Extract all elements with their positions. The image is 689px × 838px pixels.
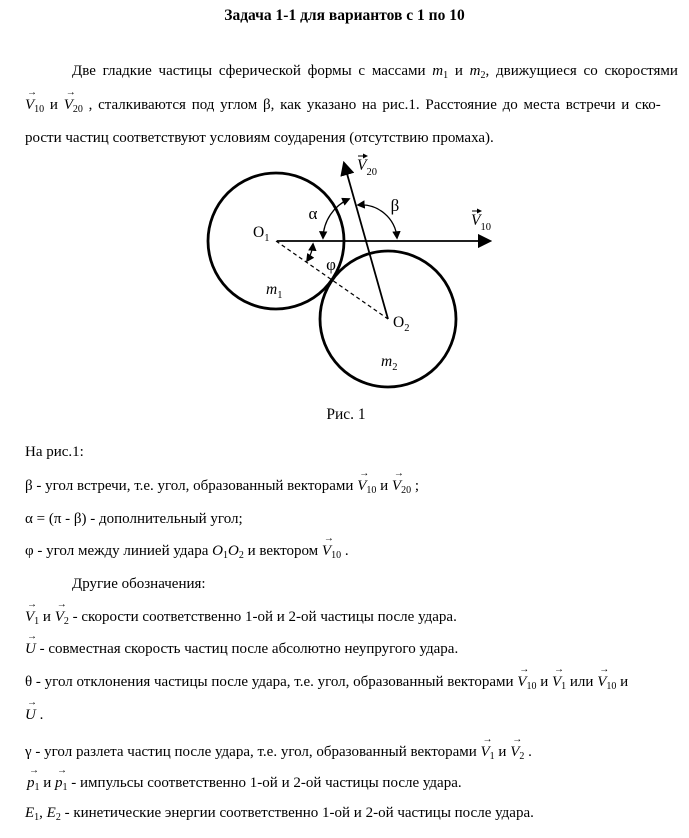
definition-na-ris: На рис.1: — [25, 444, 84, 460]
paragraph-line-2: → $V_{10}$ $и \to V_{20}$ , сталкиваются под углом β, как указано на рис.1. Расстояние до места встречи и ско- — [25, 95, 661, 120]
definition-theta-continuation: → U . — [25, 705, 43, 725]
phi-angle-arc — [307, 244, 313, 261]
label-v10: $V_{10}$ — [471, 212, 491, 233]
definition-v1-v2: → $V_1$ $и \to V_2$ - скорости соответственно 1-ой и 2-ой частицы после удара. — [25, 607, 457, 632]
page-title: Задача 1-1 для вариантов с 1 по 10 — [224, 7, 465, 24]
definition-phi: φ - угол между линией удара $O_1O_2$ и вектором → $V_{10}$ . — [25, 541, 349, 566]
paragraph-line-1: Две гладкие частицы сферической формы с массами $m_1$ и $m_2$, движущиеся со скоростями — [72, 63, 678, 81]
label-phi: φ — [326, 255, 336, 274]
definitions-other-heading: Другие обозначения: — [72, 576, 206, 592]
definition-u: → U - совместная скорость частиц после абсолютно неупругого удара. — [25, 639, 458, 659]
definition-theta: θ - угол отклонения частицы после удара, т.е. угол, образованный векторами → $V_{10}$ $и \to V_1$ или → $V_{10}$ и — [25, 672, 628, 697]
definition-e: $E_1$, $E_2$ - кинетические энергии соответственно 1-ой и 2-ой частицы после удара. — [25, 805, 534, 823]
definition-beta: β - угол встречи, т.е. угол, образованный векторами → $V_{10}$ $и \to V_{20}$ ; — [25, 476, 419, 501]
label-m1: $m_1$ — [266, 281, 283, 301]
definition-gamma: γ - угол разлета частиц после удара, т.е. угол, образованный векторами → $V_1$ $и \to V_2$ . — [25, 742, 532, 767]
label-beta: β — [390, 196, 400, 215]
label-alpha: α — [308, 204, 318, 223]
alpha-angle-arc — [323, 199, 349, 238]
definition-p: → $p_1$ $и \to p_1$ - импульсы соответственно 1-ой и 2-ой частицы после удара. — [27, 773, 462, 798]
label-m2: $m_2$ — [381, 353, 398, 373]
label-v20: $V_{20}$ — [357, 157, 377, 178]
definition-alpha: α = (π - β) - дополнительный угол; — [25, 511, 243, 527]
label-o1: $O_1$ — [253, 224, 270, 244]
label-o2: $O_2$ — [393, 314, 410, 334]
figure-1 — [150, 148, 560, 428]
paragraph-line-3: рости частиц соответствуют условиям соударения (отсутствию промаха). — [25, 130, 494, 146]
figure-caption: Рис. 1 — [326, 406, 366, 423]
